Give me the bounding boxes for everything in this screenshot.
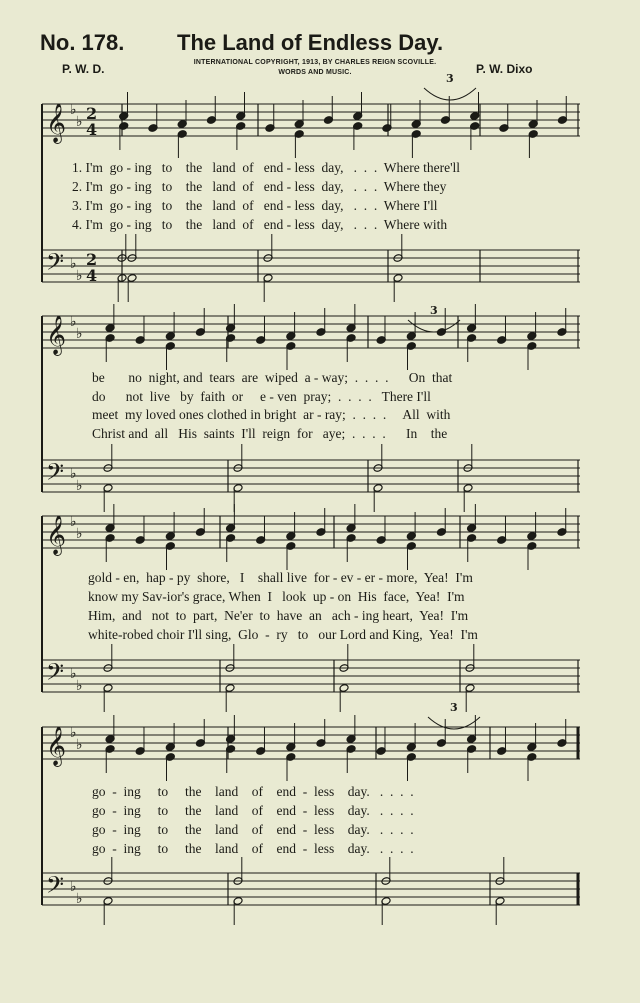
triplet-mark-3: 3 [450,701,458,714]
bass-clef-1: 𝄢 [46,248,65,281]
key-flat-treble-4b: ♭ [76,737,83,753]
triplet-mark-2: 3 [430,304,438,317]
lyric-system4-verse2: go - ing to the land of end - less day. . . . . [92,803,414,818]
key-flat-bass-1b: ♭ [76,268,83,284]
treble-clef-4: 𝄞 [46,726,67,766]
key-flat-treble-2b: ♭ [76,326,83,342]
lyric-system1-verse1: 1. I'm go - ing to the land of end - less day, . . . Where there'll [72,160,461,175]
hymn-title: The Land of Endless Day. [177,30,444,55]
copyright-line-2: WORDS AND MUSIC. [278,69,352,76]
key-flat-bass-4: ♭ [70,879,77,895]
key-flat-bass-4b: ♭ [76,891,83,907]
lyric-system3-verse2: know my Sav-ior's grace, When I look up - on His face, Yea! I'm [88,589,465,604]
key-flat-bass-1: ♭ [70,256,77,272]
treble-clef-2: 𝄞 [46,315,67,355]
lyric-system3-verse3: Him, and not to part, Ne'er to have an ach - ing heart, Yea! I'm [88,608,469,623]
hymn-number: No. 178. [40,30,125,55]
lyric-system4-verse1: go - ing to the land of end - less day. . . . . [92,784,414,799]
bass-clef-4: 𝄢 [46,871,65,904]
tie-arc-1 [424,88,476,100]
copyright-line-1: INTERNATIONAL COPYRIGHT, 1913, BY CHARLES REIGN SCOVILLE. [193,59,437,66]
key-flat-treble-1b: ♭ [76,114,83,130]
key-flat-bass-2: ♭ [70,466,77,482]
key-flat-treble-3: ♭ [70,514,77,530]
tie-arc-2 [408,320,460,332]
treble-clef-3: 𝄞 [46,515,67,555]
time-sig-treble-bottom: 4 [86,120,98,139]
lyricist-initials: P. W. D. [62,62,105,76]
lyric-system3-verse1: gold - en, hap - py shore, I shall live for - ev - er - more, Yea! I'm [88,570,473,585]
key-flat-bass-3: ♭ [70,666,77,682]
lyric-system1-verse3: 3. I'm go - ing to the land of end - less day, . . . Where I'll [72,198,438,213]
key-flat-bass-3b: ♭ [76,678,83,694]
time-sig-bass-bottom: 4 [86,266,98,285]
lyric-system4-verse4: go - ing to the land of end - less day. . . . . [92,841,414,856]
key-flat-treble-4: ♭ [70,725,77,741]
key-flat-treble-1: ♭ [70,102,77,118]
lyric-system1-verse2: 2. I'm go - ing to the land of end - less day, . . . Where they [72,179,447,194]
key-flat-bass-2b: ♭ [76,478,83,494]
time-sig-treble-top: 2 [86,104,98,123]
bass-clef-3: 𝄢 [46,658,65,691]
lyric-system2-verse3: meet my loved ones clothed in bright ar - ray; . . . . All with [92,407,451,422]
lyric-system2-verse2: do not live by faith or e - ven pray; . . . . There I'll [92,389,431,404]
lyric-system2-verse4: Christ and all His saints I'll reign for aye; . . . . In the [92,426,448,441]
triplet-mark-1: 3 [446,72,454,85]
key-flat-treble-2: ♭ [70,314,77,330]
bass-clef-2: 𝄢 [46,458,65,491]
lyric-system2-verse1: be no night, and tears are wiped a - way; . . . . On that [92,370,453,385]
lyric-system3-verse4: white-robed choir I'll sing, Glo - ry to our Lord and King, Yea! I'm [88,627,478,642]
treble-clef-1: 𝄞 [46,103,67,143]
time-sig-bass-top: 2 [86,250,98,269]
lyric-system4-verse3: go - ing to the land of end - less day. . . . . [92,822,414,837]
lyric-system1-verse4: 4. I'm go - ing to the land of end - less day, . . . Where with [72,217,448,232]
key-flat-treble-3b: ♭ [76,526,83,542]
composer-name: P. W. Dixo [476,62,533,76]
